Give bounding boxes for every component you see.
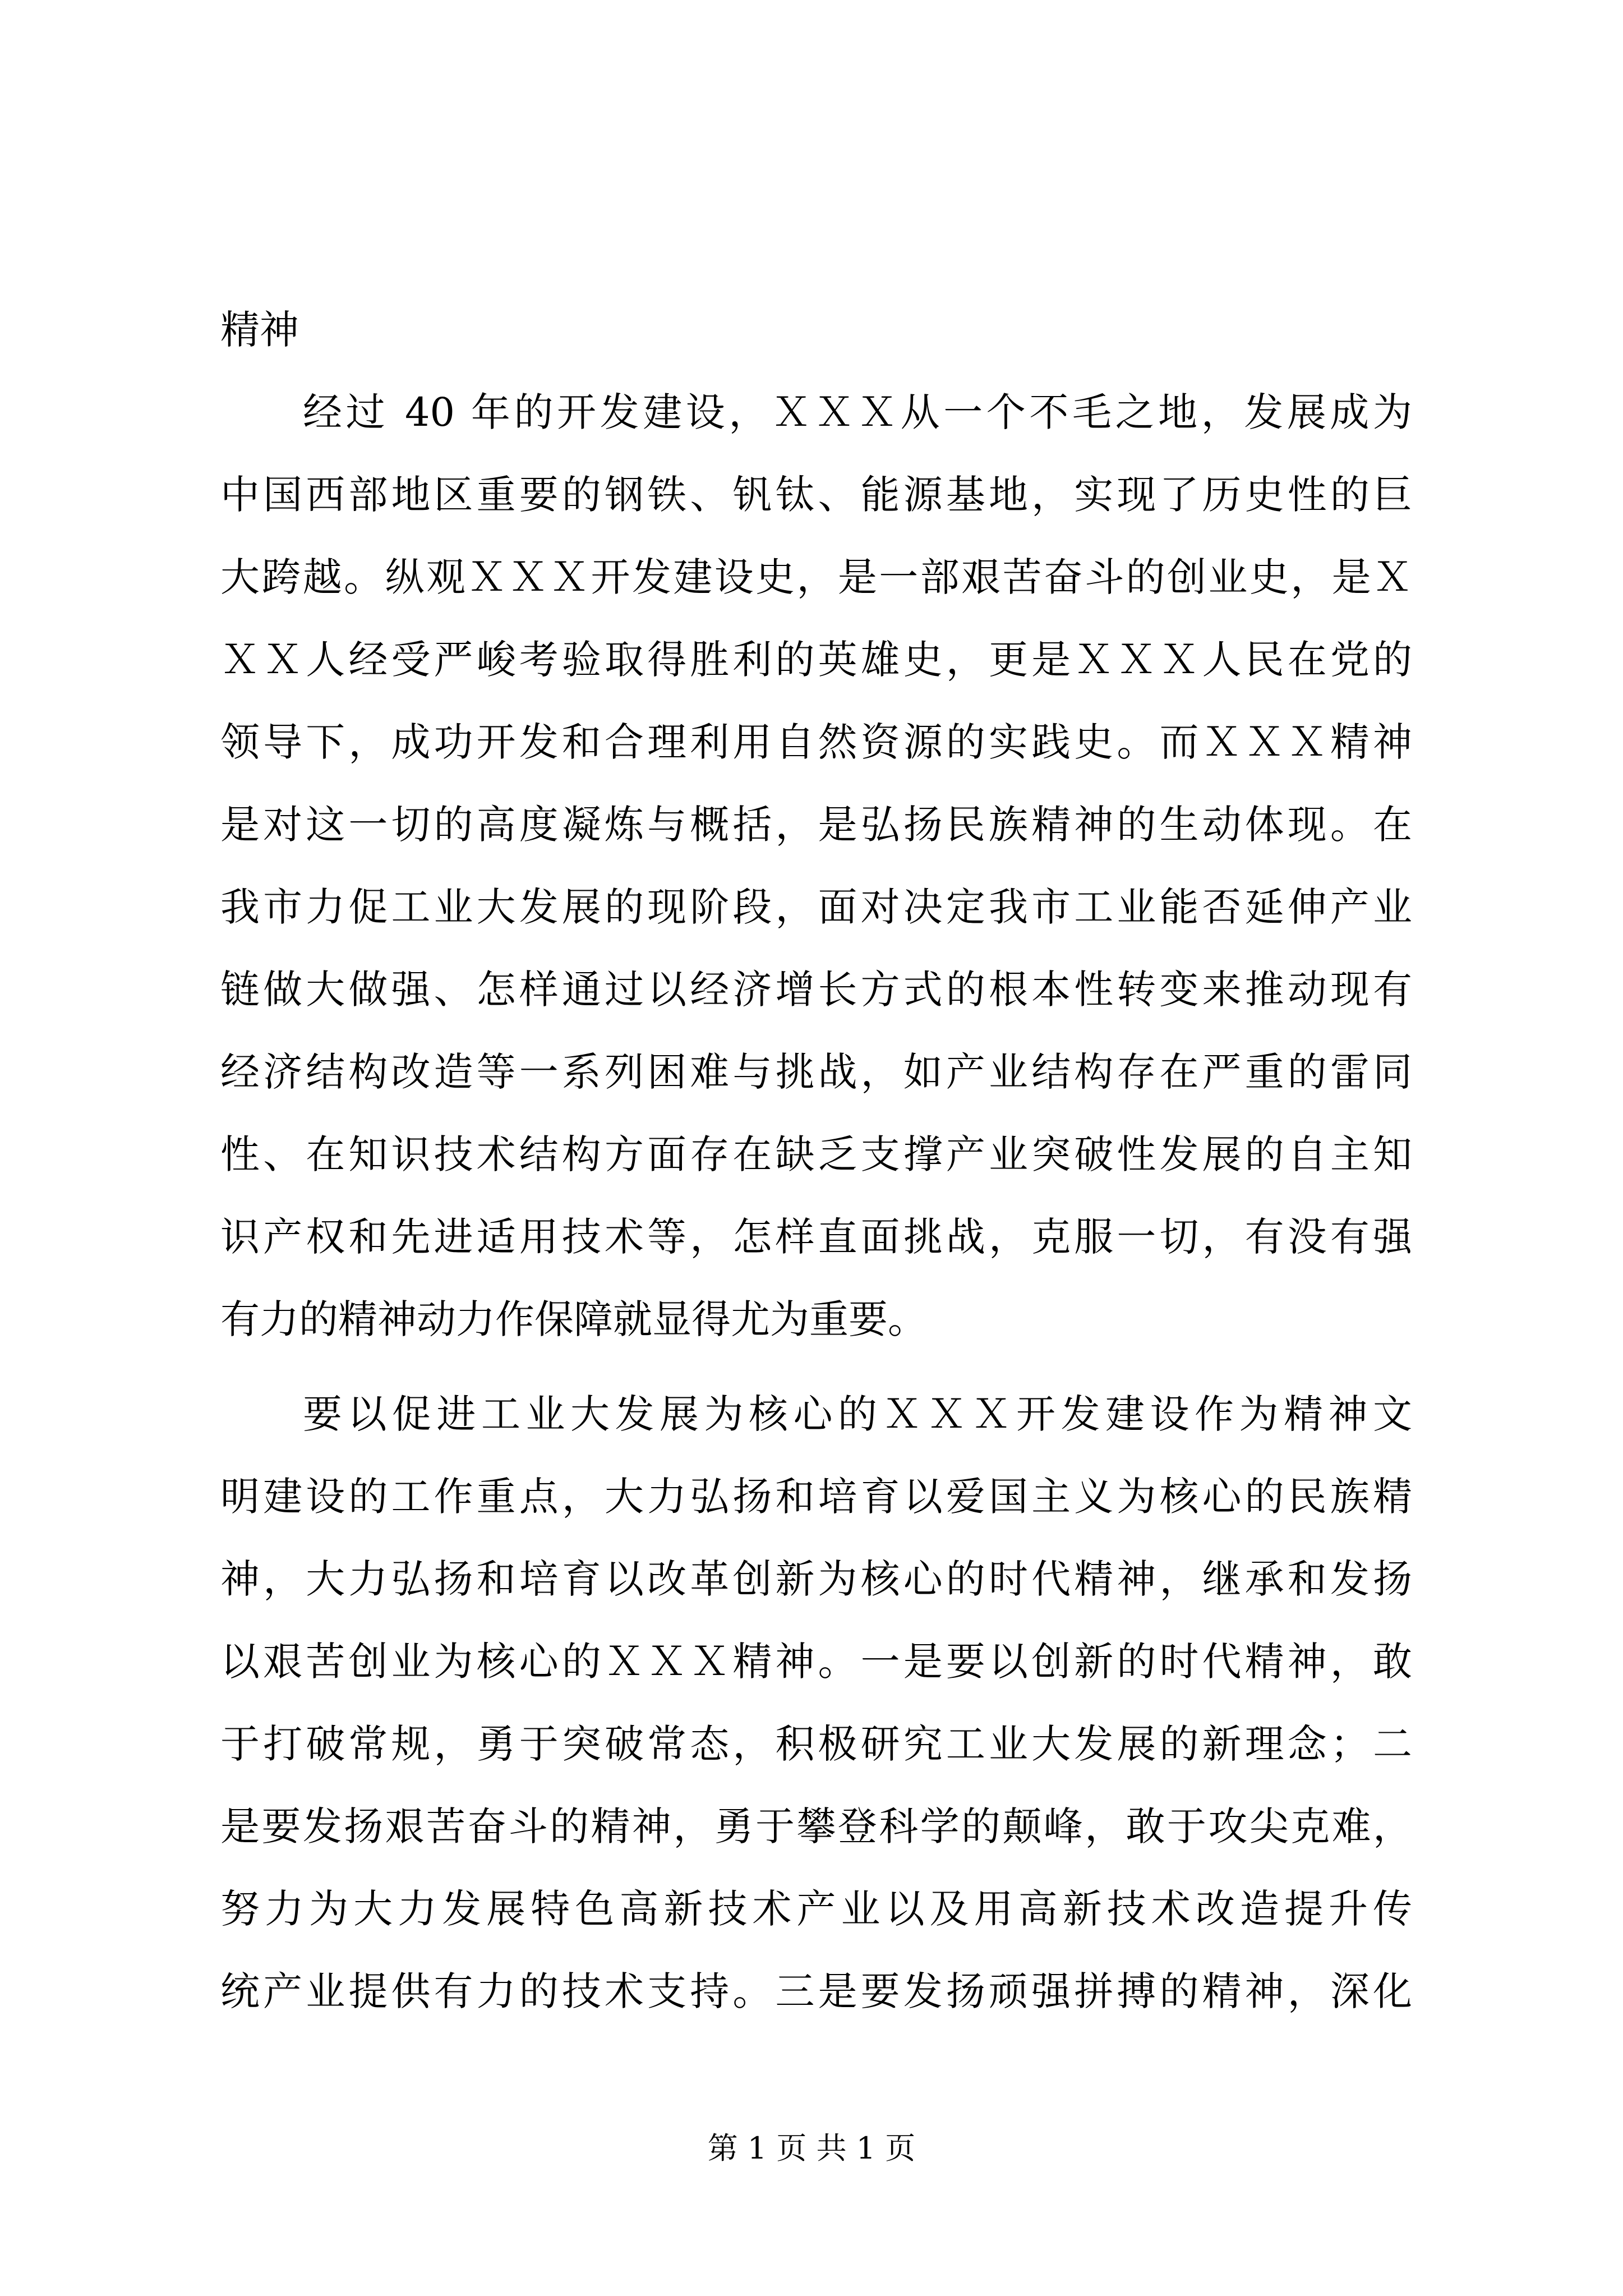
document-body bbox=[220, 289, 1412, 2033]
paragraph-development-history bbox=[220, 371, 1412, 1361]
text-line: 经济结构改造等一系列困难与挑战，如产业结构存在严重的雷同 bbox=[220, 1049, 1412, 1095]
text-line: 经过 40 年的开发建设，ＸＸＸ从一个不毛之地，发展成为 bbox=[303, 389, 1412, 435]
text-line: 我市力促工业大发展的现阶段，面对决定我市工业能否延伸产业 bbox=[220, 884, 1412, 930]
text-line: 努力为大力发展特色高新技术产业以及用高新技术改造提升传 bbox=[220, 1886, 1412, 1932]
text-line: 有力的精神动力作保障就显得尤为重要。 bbox=[220, 1296, 927, 1342]
text-line: 于打破常规，勇于突破常态，积极研究工业大发展的新理念；二 bbox=[220, 1721, 1412, 1767]
text-line: 精神 bbox=[220, 307, 299, 353]
text-line: 明建设的工作重点，大力弘扬和培育以爱国主义为核心的民族精 bbox=[220, 1474, 1412, 1520]
text-line: ＸＸ人经受严峻考验取得胜利的英雄史，更是ＸＸＸ人民在党的 bbox=[220, 637, 1412, 683]
page-footer: 第 1 页 共 1 页 bbox=[707, 2131, 916, 2166]
text-line: 统产业提供有力的技术支持。三是要发扬顽强拼搏的精神，深化 bbox=[220, 1968, 1412, 2014]
text-line: 要以促进工业大发展为核心的ＸＸＸ开发建设作为精神文 bbox=[303, 1391, 1412, 1437]
paragraph-spirit-construction bbox=[220, 1373, 1412, 2033]
text-line: 链做大做强、怎样通过以经济增长方式的根本性转变来推动现有 bbox=[220, 967, 1412, 1013]
text-line: 中国西部地区重要的钢铁、钒钛、能源基地，实现了历史性的巨 bbox=[220, 472, 1412, 518]
text-line: 领导下，成功开发和合理利用自然资源的实践史。而ＸＸＸ精神 bbox=[220, 719, 1412, 765]
text-line: 神，大力弘扬和培育以改革创新为核心的时代精神，继承和发扬 bbox=[220, 1556, 1412, 1602]
text-line: 识产权和先进适用技术等，怎样直面挑战，克服一切，有没有强 bbox=[220, 1214, 1412, 1260]
text-line: 性、在知识技术结构方面存在缺乏支撑产业突破性发展的自主知 bbox=[220, 1131, 1412, 1177]
text-line: 是对这一切的高度凝炼与概括，是弘扬民族精神的生动体现。在 bbox=[220, 802, 1412, 848]
text-line: 以艰苦创业为核心的ＸＸＸ精神。一是要以创新的时代精神，敢 bbox=[220, 1639, 1412, 1685]
paragraph-spacing bbox=[220, 1361, 1412, 1373]
paragraph-continuation bbox=[220, 289, 1412, 371]
text-line: 大跨越。纵观ＸＸＸ开发建设史，是一部艰苦奋斗的创业史，是Ｘ bbox=[220, 554, 1412, 600]
text-line: 是要发扬艰苦奋斗的精神，勇于攀登科学的颠峰，敢于攻尖克难， bbox=[220, 1803, 1412, 1849]
